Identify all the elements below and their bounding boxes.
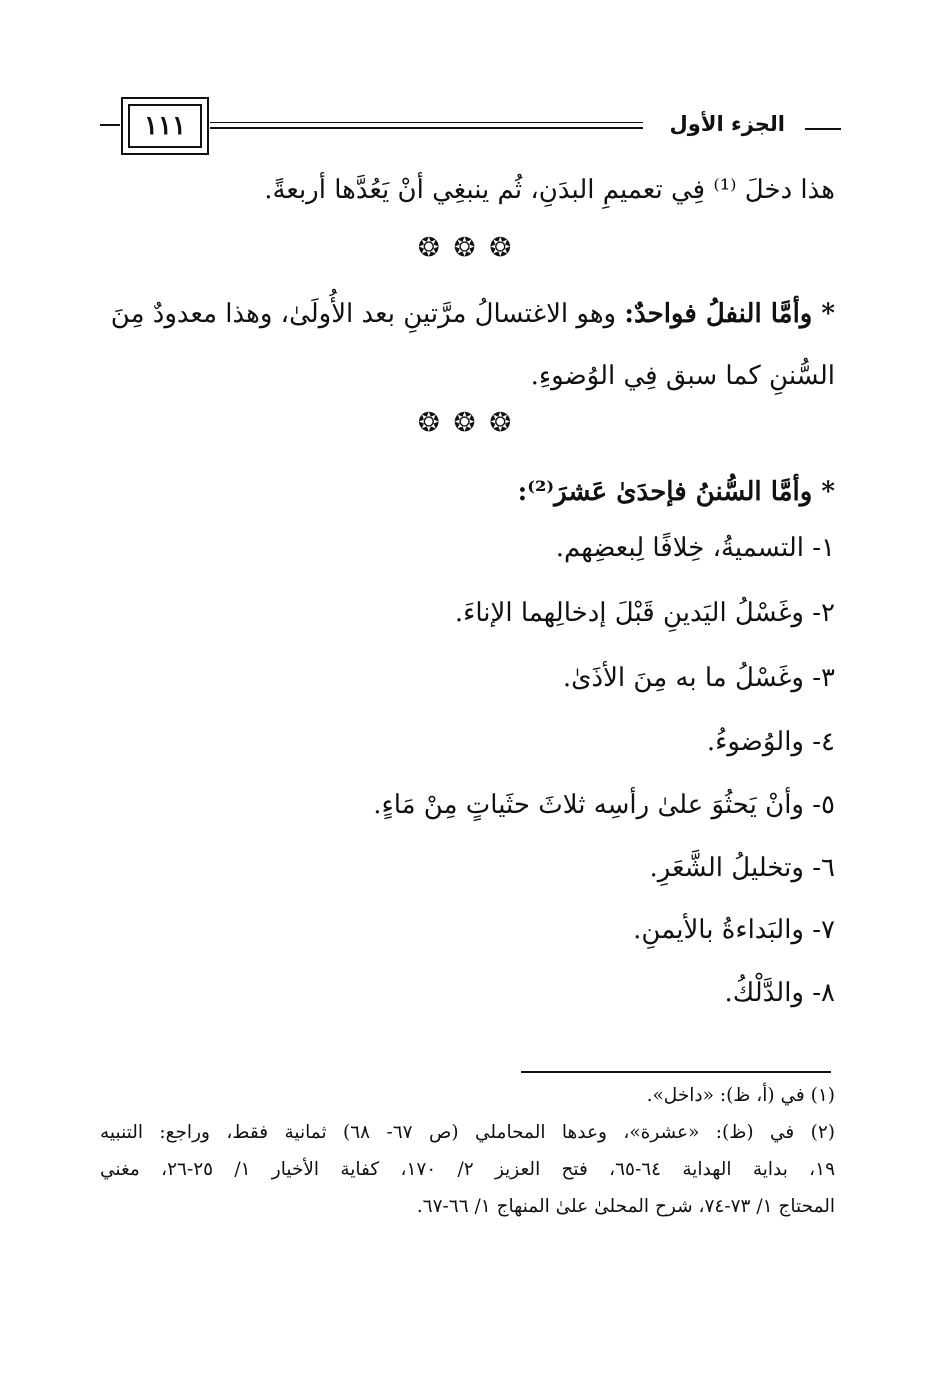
list-item: ٦- وتخليلُ الشَّعَرِ. bbox=[649, 853, 835, 883]
nafl-text-1: وهو الاغتسالُ مرَّتينِ بعد الأُولَىٰ، وهذا معدودٌ مِنَ bbox=[110, 299, 617, 329]
footnote-2-line-2: ١٩، بداية الهداية ٦٤-٦٥، فتح العزيز ٢/ ١٧٠، كفاية الأخيار ١/ ٢٥-٢٦، مغني bbox=[100, 1159, 836, 1180]
list-item: ٥- وأنْ يَحثُوَ علىٰ رأسِه ثلاثَ حثَياتٍ مِنْ مَاءٍ. bbox=[373, 790, 835, 820]
volume-title: الجزء الأول bbox=[669, 112, 785, 136]
list-item: ٣- وغَسْلُ ما به مِنَ الأذَىٰ. bbox=[562, 663, 835, 693]
list-item: ٧- والبَداءةُ بالأيمنِ. bbox=[633, 915, 835, 945]
sunan-heading: * وأمَّا السُّننُ فإحدَىٰ عَشرَ⁽²⁾: bbox=[517, 477, 835, 507]
section-separator: ❂❂❂ bbox=[417, 233, 526, 263]
footnotes bbox=[100, 0, 835, 1260]
nafl-label: * وأمَّا النفلُ فواحدٌ: bbox=[624, 299, 835, 329]
opening-line: هذا دخلَ ⁽¹⁾ فِي تعميمِ البدَنِ، ثُم ينبغِي أنْ يَعُدَّها أربعةً. bbox=[264, 175, 835, 205]
list-item: ٨- والدَّلْكُ. bbox=[724, 978, 835, 1008]
page-number: ١١١ bbox=[144, 111, 186, 141]
list-item: ٤- والوُضوءُ. bbox=[706, 727, 835, 757]
nafl-line-2: السُّننِ كما سبق فِي الوُضوءِ. bbox=[530, 361, 835, 391]
list-item: ١- التسميةُ، خِلافًا لِبعضِهم. bbox=[555, 533, 835, 563]
section-separator-2: ❂❂❂ bbox=[417, 408, 526, 438]
list-item: ٢- وغَسْلُ اليَدينِ قَبْلَ إدخالِهما الإناءَ. bbox=[454, 598, 835, 628]
footnote-2-line-3: المحتاج ١/ ٧٣-٧٤، شرح المحلىٰ علىٰ المنهاج ١/ ٦٦-٦٧. bbox=[416, 1196, 835, 1217]
footnote-1: (١) في (أ، ظ): «داخل». bbox=[646, 1085, 835, 1106]
footnote-2-line-1: (٢) في (ظ): «عشرة»، وعدها المحاملي (ص ٦٧- ٦٨) ثمانية فقط، وراجع: التنبيه bbox=[100, 1122, 836, 1143]
